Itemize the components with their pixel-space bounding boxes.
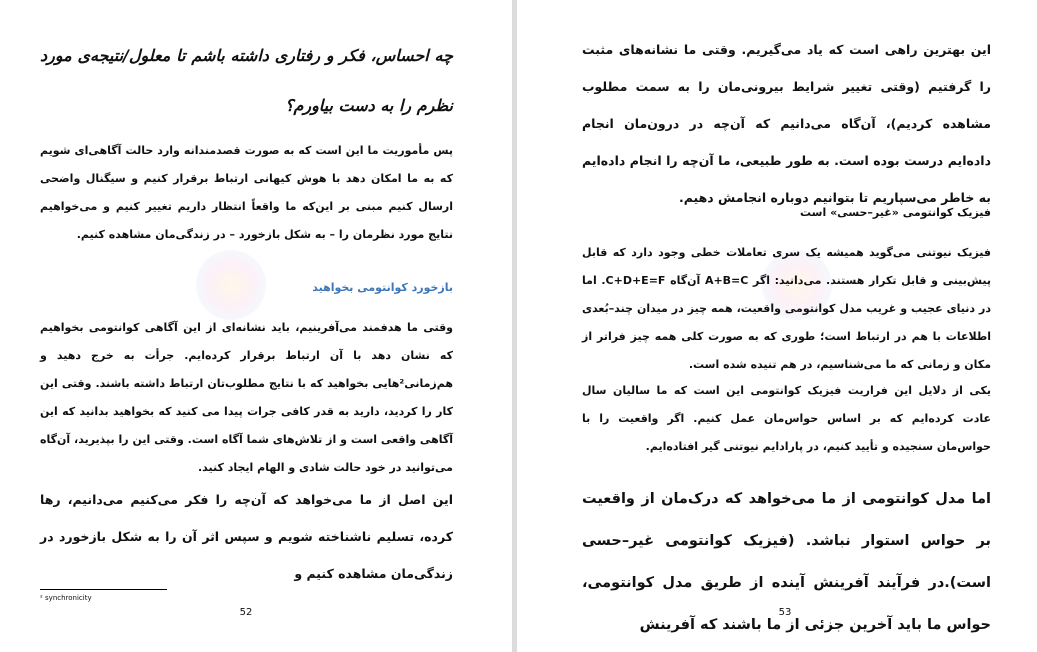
left-paragraph-2: وقتی ما هدفمند می‌آفرینیم، باید نشانه‌ای از این آگاهی کوانتومی بخواهیم که نشان دهد با آن ارتباط برقرار کرده‌ایم. جرأت به خرج دهید و هم‌زمانی²هایی بخواهید که با نتایج مطلوب‌تان ارتباط داشته باشند. وقتی این کار را کردید، دارید به قدر کافی جرات پیدا می کنید که بخواهید بدانید که این آگاهی واقعی است و از تلاش‌های شما آگاه است. وقتی این را بپذیرید، آن‌گاه می‌توانید در خود حالت شادی و الهام ایجاد کنید. [40,321,453,474]
footnote: ² synchronicity [40,594,92,602]
footnote-separator [40,589,167,590]
right-paragraph-4: اما مدل کوانتومی از ما می‌خواهد که درک‌مان از واقعیت بر حواس استوار نباشد. (فیزیک کوانتومی غیر–حسی است).در فرآیند آفرینش آینده از طریق مدل کوانتومی، حواس ما باید آخرین جزئی از ما باشند که آفرینش [582,491,991,633]
page-number-left: 52 [239,607,253,618]
right-paragraph-3: یکی از دلایل این فراریت فیزیک کوانتومی این است که ما سالیان سال عادت کرده‌ایم که بر اساس حواس‌مان عمل کنیم. اگر واقعیت را با حواس‌مان سنجیده و تأیید کنیم، در پارادایم نیوتنی گیر افتاده‌ایم. [582,384,991,453]
section-heading: چه احساس، فکر و رفتاری داشته باشم تا معلول/نتیجه‌ی مورد نظرم را به دست بیاورم؟ [40,46,453,115]
right-subheading: فیزیک کوانتومی «غیر–حسی» است [800,206,991,219]
page-number-right: 53 [778,607,792,618]
right-paragraph-1: این بهترین راهی است که یاد می‌گیریم. وقتی ما نشانه‌های مثبت را گرفتیم (وقتی تغییر شرایط بیرونی‌مان را به سمت مطلوب مشاهده کردیم)، آن‌گاه می‌دانیم که آن‌چه در درون‌مان انجام داده‌ایم درست بوده است. به طور طبیعی، ما آن‌چه را انجام داده‌ایم به خاطر می‌سپاریم تا بتوانیم دوباره انجامش دهیم. [582,42,991,205]
left-subheading: بازخورد کوانتومی بخواهید [312,281,453,294]
left-paragraph-3: این اصل از ما می‌خواهد که آن‌چه را فکر می‌کنیم می‌دانیم، رها کرده، تسلیم ناشناخته شویم و سپس اثر آن را به شکل بازخورد در زندگی‌مان مشاهده کنیم و [40,492,453,581]
left-paragraph-1: پس مأموریت ما این است که به صورت قصدمندانه وارد حالت آگاهی‌ای شویم که به ما امکان دهد با هوش کیهانی ارتباط برقرار کنیم و سیگنال واضحی ارسال کنیم مبنی بر این‌که ما واقعاً انتظار داریم تغییر کنیم و می‌خواهیم نتایج مورد نظرمان را – به شکل بازخورد – در زندگی‌مان مشاهده کنیم. [40,144,453,241]
right-paragraph-2: فیزیک نیوتنی می‌گوید همیشه یک سری تعاملات خطی وجود دارد که قابل پیش‌بینی و قابل تکرار هستند. می‌دانید: اگر A+B=C آن‌گاه C+D+E=F. اما در دنیای عجیب و غریب مدل کوانتومی واقعیت، همه چیز در میدان چند–بُعدی اطلاعات با هم در ارتباط است؛ طوری که به صورت کلی همه چیز فراتر از مکان و زمانی که ما می‌شناسیم، در هم تنیده شده است. [582,246,991,371]
